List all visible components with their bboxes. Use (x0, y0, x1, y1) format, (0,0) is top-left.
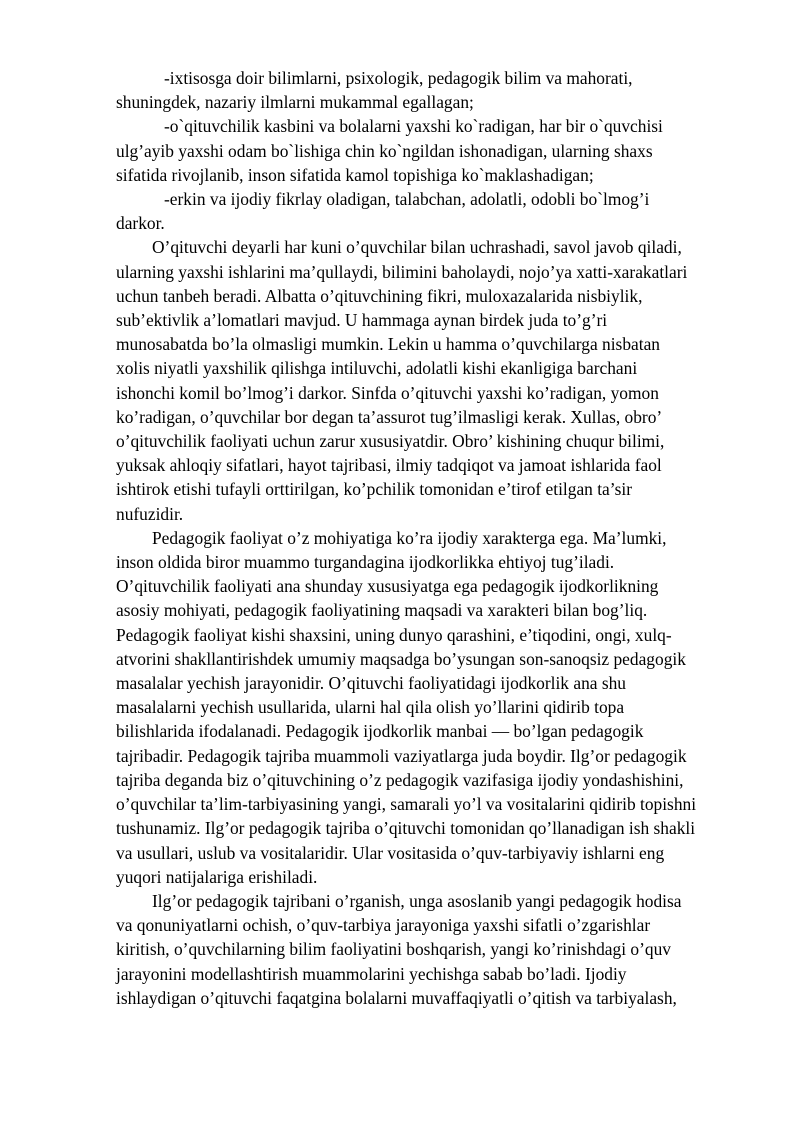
text-line: Pedagogik faoliyat o’z mohiyatiga ko’ra ijodiy xarakterga ega. Ma’lumki, (152, 527, 667, 548)
text-line: tajriba deganda biz o’qituvchining o’z pedagogik vazifasiga ijodiy yondashishini, (116, 769, 684, 790)
text-line: masalalarni yechish usullarida, ularni hal qila olish yo’llarini qidirib topa (116, 697, 625, 718)
text-line: ishonchi komil bo’lmog’i darkor. Sinfda o’qituvchi yaxshi ko’radigan, yomon (116, 382, 659, 403)
document-body (116, 66, 740, 1010)
text-line: Ilg’or pedagogik tajribani o’rganish, unga asoslanib yangi pedagogik hodisa (152, 890, 682, 911)
text-line: va qonuniyatlarni ochish, o’quv-tarbiya jarayoniga yaxshi sifatli o’zgarishlar (116, 915, 651, 936)
text-line: munosabatda bo’la olmasligi mumkin. Lekin u hamma o’quvchilarga nisbatan (116, 334, 660, 355)
text-line: O’qituvchi deyarli har kuni o’quvchilar bilan uchrashadi, savol javob qiladi, (152, 237, 682, 258)
text-line: ko’radigan, o’quvchilar bor degan ta’assurot tug’ilmasligi kerak. Xullas, obro’ (116, 406, 663, 427)
text-line: nufuzidir. (116, 503, 184, 524)
text-line: kiritish, o’quvchilarning bilim faoliyatini boshqarish, yangi ko’rinishdagi o’quv (116, 939, 671, 960)
text-line: darkor. (116, 213, 165, 234)
text-line: uchun tanbeh beradi. Albatta o’qituvchining fikri, muloxazalarida nisbiylik, (116, 285, 643, 306)
text-line: O’qituvchilik faoliyati ana shunday xususiyatga ega pedagogik ijodkorlikning (116, 576, 659, 597)
text-line: shuningdek, nazariy ilmlarni mukammal egallagan; (116, 92, 474, 113)
text-line: yuksak ahloqiy sifatlari, hayot tajribasi, ilmiy tadqiqot va jamoat ishlarida faol (116, 455, 662, 476)
text-line: tajribadir. Pedagogik tajriba muammoli vaziyatlarga juda boydir. Ilg’or pedagogik (116, 745, 687, 766)
text-line: o’quvchilar ta’lim-tarbiyasining yangi, samarali yo’l va vositalarini qidirib topishni (116, 794, 697, 815)
text-line: sub’ektivlik a’lomatlari mavjud. U hammaga aynan birdek juda to’g’ri (116, 310, 608, 331)
text-line: yuqori natijalariga erishiladi. (116, 866, 318, 887)
text-line: ishtirok etishi tufayli orttirilgan, ko’pchilik tomonidan e’tirof etilgan ta’sir (116, 479, 632, 500)
text-line: o’qituvchilik faoliyati uchun zarur xususiyatdir. Obro’ kishining chuqur bilimi, (116, 431, 665, 452)
text-line: ishlaydigan o’qituvchi faqatgina bolalarni muvaffaqiyatli o’qitish va tarbiyalash, (116, 987, 677, 1008)
text-line: -ixtisosga doir bilimlarni, psixologik, pedagogik bilim va mahorati, (164, 68, 633, 88)
text-line: xolis niyatli yaxshilik qilishga intiluvchi, adolatli kishi ekanligiga barchani (116, 358, 638, 379)
text-line: bilishlarida ifodalanadi. Pedagogik ijodkorlik manbai — bo’lgan pedagogik (116, 721, 644, 742)
text-line: asosiy mohiyati, pedagogik faoliyatining maqsadi va xarakteri bilan bog’liq. (116, 600, 648, 621)
text-line: ulg’ayib yaxshi odam bo`lishiga chin ko`ngildan ishonadigan, ularning shaxs (116, 140, 653, 161)
text-line: Pedagogik faoliyat kishi shaxsini, uning dunyo qarashini, e’tiqodini, ongi, xulq- (116, 624, 672, 645)
text-line: masalalar yechish jarayonidir. O’qituvchi faoliyatidagi ijodkorlik ana shu (116, 673, 626, 694)
text-line: ularning yaxshi ishlarini ma’qullaydi, bilimini baholaydi, nojo’ya xatti-xarakatlari (116, 261, 688, 282)
text-line: -o`qituvchilik kasbini va bolalarni yaxshi ko`radigan, har bir o`quvchisi (164, 116, 663, 137)
text-line: inson oldida biror muammo turgandagina ijodkorlikka ehtiyoj tug’iladi. (116, 552, 615, 573)
text-line: -erkin va ijodiy fikrlay oladigan, talabchan, adolatli, odobli bo`lmog’i (164, 189, 650, 210)
text-line: jarayonini modellashtirish muammolarini yechishga sabab bo’ladi. Ijodiy (116, 963, 627, 984)
text-line: atvorini shakllantirishdek umumiy maqsadga bo’ysungan son-sanoqsiz pedagogik (116, 648, 686, 669)
text-line: va usullari, uslub va vositalaridir. Ular vositasida o’quv-tarbiyaviy ishlarni eng (116, 842, 665, 863)
text-line: sifatida rivojlanib, inson sifatida kamol topishiga ko`maklashadigan; (116, 164, 594, 185)
text-line: tushunamiz. Ilg’or pedagogik tajriba o’qituvchi tomonidan qo’llanadigan ish shakli (116, 818, 696, 839)
